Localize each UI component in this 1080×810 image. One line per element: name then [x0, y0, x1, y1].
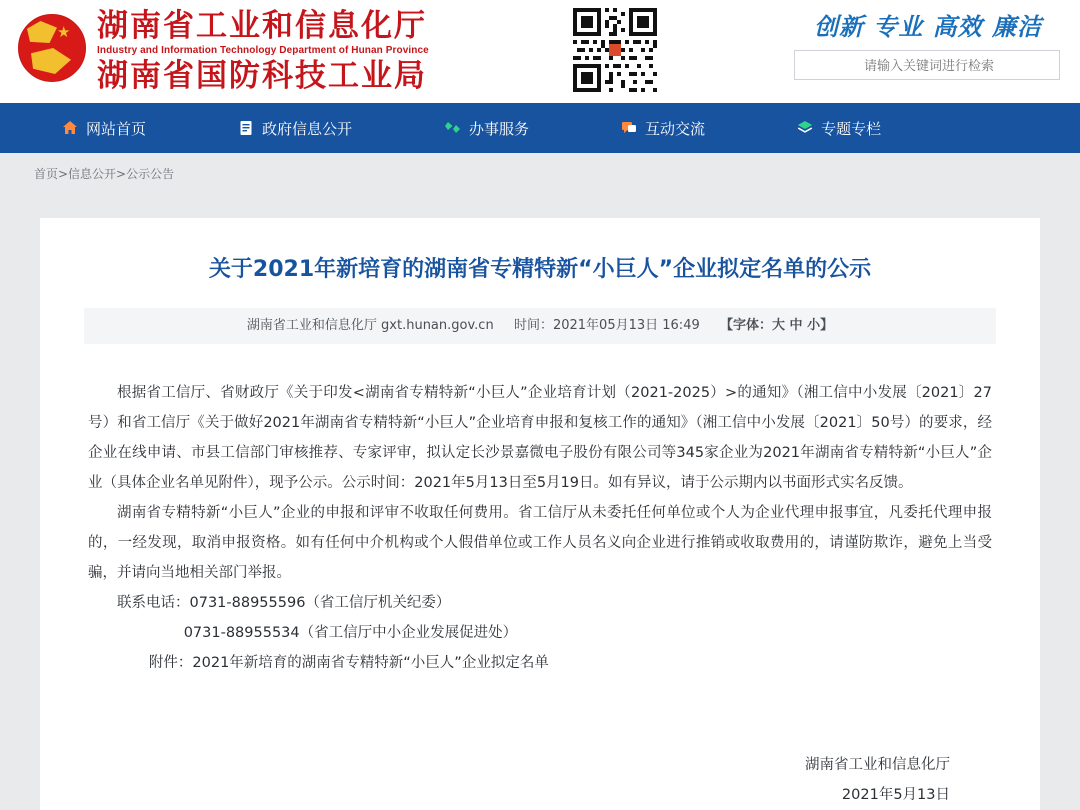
- nav-item-special-column[interactable]: [797, 118, 881, 139]
- slogan-block: [794, 12, 1062, 80]
- signature-org: 湖南省工业和信息化厅: [805, 757, 950, 773]
- article-paragraph: 根据省工信厅、省财政厅《关于印发<湖南省专精特新“小巨人”企业培育计划（2021-2025）>的通知》（湘工信中小发展〔2021〕27号）和省工信厅《关于做好2021年湖南省专精特新“小巨人”企业培育申报和复核工作的通知》（湘工信中小发展〔2021〕50号）的要求，经企业在线申请、市县工信部门审核推荐、专家评审，拟认定长沙景嘉微电子股份有限公司等345家企业为2021年湖南省专精特新“小巨人”企业（具体企业名单见附件），现予公示。公示时间：2021年5月13日至5月19日。如有异议，请于公示期内以书面形式实名反馈。: [88, 385, 992, 491]
- contact-phone-1: 联系电话：0731-88955596（省工信厅机关纪委）: [117, 595, 451, 611]
- nav-label: 专题专栏: [821, 119, 882, 138]
- breadcrumb[interactable]: [0, 153, 1080, 195]
- org-title-secondary: 湖南省国防科技工业局: [97, 58, 427, 94]
- nav-label: 政府信息公开: [262, 119, 353, 138]
- service-icon: [444, 120, 461, 136]
- home-icon: [62, 120, 78, 136]
- article-signature: [88, 750, 992, 810]
- main-nav: [0, 103, 1080, 153]
- chat-icon: [621, 120, 637, 136]
- layers-icon: [797, 120, 813, 136]
- site-header: [0, 0, 1080, 103]
- nav-label: 网站首页: [86, 119, 147, 138]
- national-emblem-icon: ★: [18, 14, 86, 82]
- slogan-text: 创新 专业 高效 廉洁: [813, 13, 1043, 41]
- article-meta: [84, 308, 996, 344]
- signature-date: 2021年5月13日: [841, 787, 950, 803]
- org-title-primary: 湖南省工业和信息化厅: [97, 8, 427, 44]
- font-size-control[interactable]: 【字体：大 中 小】: [720, 318, 834, 333]
- search-box[interactable]: [794, 50, 1060, 80]
- search-input[interactable]: [795, 51, 1063, 81]
- article-body: [84, 344, 996, 810]
- page-title: 关于2021年新培育的湖南省专精特新“小巨人”企业拟定名单的公示: [208, 257, 872, 282]
- article-card: [40, 218, 1040, 810]
- nav-item-services[interactable]: [444, 118, 529, 139]
- site-title-block: [97, 8, 429, 94]
- nav-item-gov-info[interactable]: [238, 118, 352, 139]
- article-source: 湖南省工业和信息化厅 gxt.hunan.gov.cn: [246, 318, 494, 333]
- article-time: 时间：2021年05月13日 16:49: [513, 318, 700, 333]
- org-title-english: Industry and Information Technology Department of Hunan Province: [97, 45, 429, 56]
- nav-item-interaction[interactable]: [621, 118, 705, 139]
- breadcrumb-text: 首页>信息公开>公示公告: [34, 167, 175, 181]
- nav-label: 办事服务: [469, 119, 530, 138]
- document-icon: [238, 120, 254, 136]
- nav-label: 互动交流: [645, 119, 706, 138]
- attachment-link[interactable]: 附件：2021年新培育的湖南省专精特新“小巨人”企业拟定名单: [148, 655, 549, 671]
- article-paragraph: 湖南省专精特新“小巨人”企业的申报和评审不收取任何费用。省工信厅从未委托任何单位或个人为企业代理申报事宜，凡委托代理申报的，一经发现，取消申报资格。如有任何中介机构或个人假借单位或工作人员名义向企业进行推销或收取费用的，请谨防欺诈，避免上当受骗，并请向当地相关部门举报。: [88, 505, 992, 581]
- qr-code-icon: [573, 8, 657, 92]
- nav-item-home[interactable]: [62, 118, 146, 139]
- contact-phone-2: 0731-88955534（省工信厅中小企业发展促进处）: [183, 625, 518, 641]
